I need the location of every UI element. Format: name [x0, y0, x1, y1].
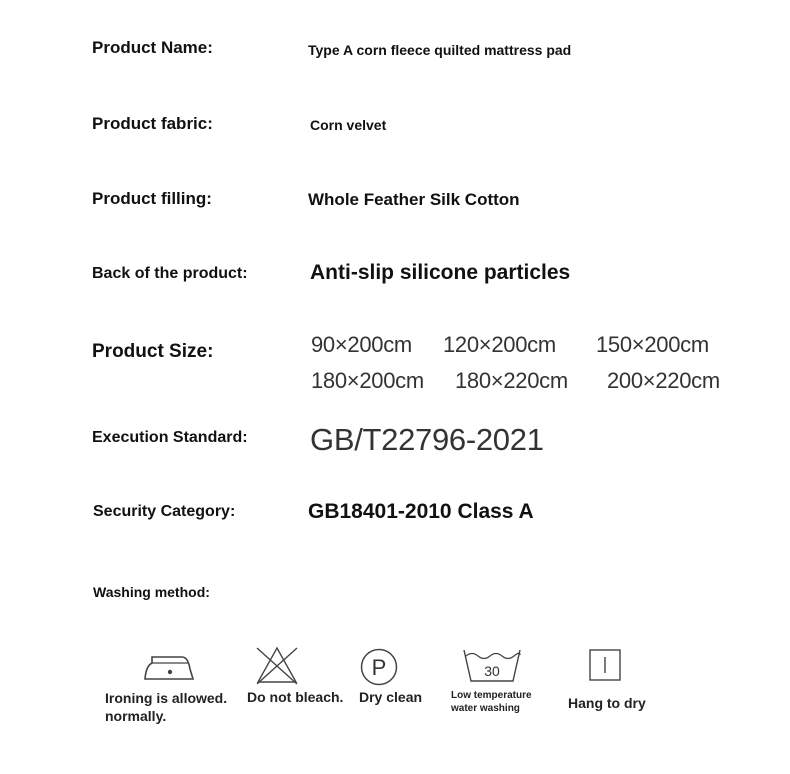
no-bleach-caption: Do not bleach.: [247, 689, 344, 705]
size-option: 180×220cm: [455, 368, 568, 393]
execution-standard-value: GB/T22796-2021: [310, 422, 544, 457]
size-option: 180×200cm: [311, 368, 424, 393]
dry-clean-p-icon: [358, 647, 400, 687]
svg-text:P: P: [371, 655, 387, 680]
size-option: 120×200cm: [443, 332, 556, 357]
ironing-caption: Ironing is allowed. normally.: [105, 690, 228, 724]
no-bleach-icon: [254, 644, 300, 686]
size-option: 200×220cm: [607, 368, 720, 393]
hang-dry-caption: Hang to dry: [568, 695, 646, 711]
product-size-label: Product Size:: [92, 341, 214, 362]
security-category-label: Security Category:: [93, 503, 236, 520]
product-name-label: Product Name:: [92, 38, 213, 57]
size-option: 150×200cm: [596, 332, 709, 357]
low-temp-caption-line2: water washing: [451, 703, 520, 714]
product-fabric-label: Product fabric:: [92, 114, 213, 133]
low-temp-caption-line1: Low temperature: [451, 690, 532, 701]
dry-clean-caption: Dry clean: [359, 689, 423, 705]
washing-method-label: Washing method:: [93, 584, 210, 600]
size-option: 90×200cm: [311, 332, 412, 357]
product-name-value: Type A corn fleece quilted mattress pad: [308, 42, 572, 58]
svg-text:30: 30: [484, 663, 500, 679]
wash-30-icon: [461, 644, 523, 684]
execution-standard-label: Execution Standard:: [92, 429, 248, 446]
iron-icon: [142, 649, 196, 685]
product-back-label: Back of the product:: [92, 265, 248, 282]
product-fabric-value: Corn velvet: [310, 117, 387, 133]
product-filling-label: Product filling:: [92, 189, 212, 208]
product-back-value: Anti-slip silicone particles: [310, 261, 571, 284]
security-category-value: GB18401-2010 Class A: [308, 500, 534, 523]
product-filling-value: Whole Feather Silk Cotton: [308, 190, 520, 209]
hang-dry-icon: [588, 648, 622, 682]
